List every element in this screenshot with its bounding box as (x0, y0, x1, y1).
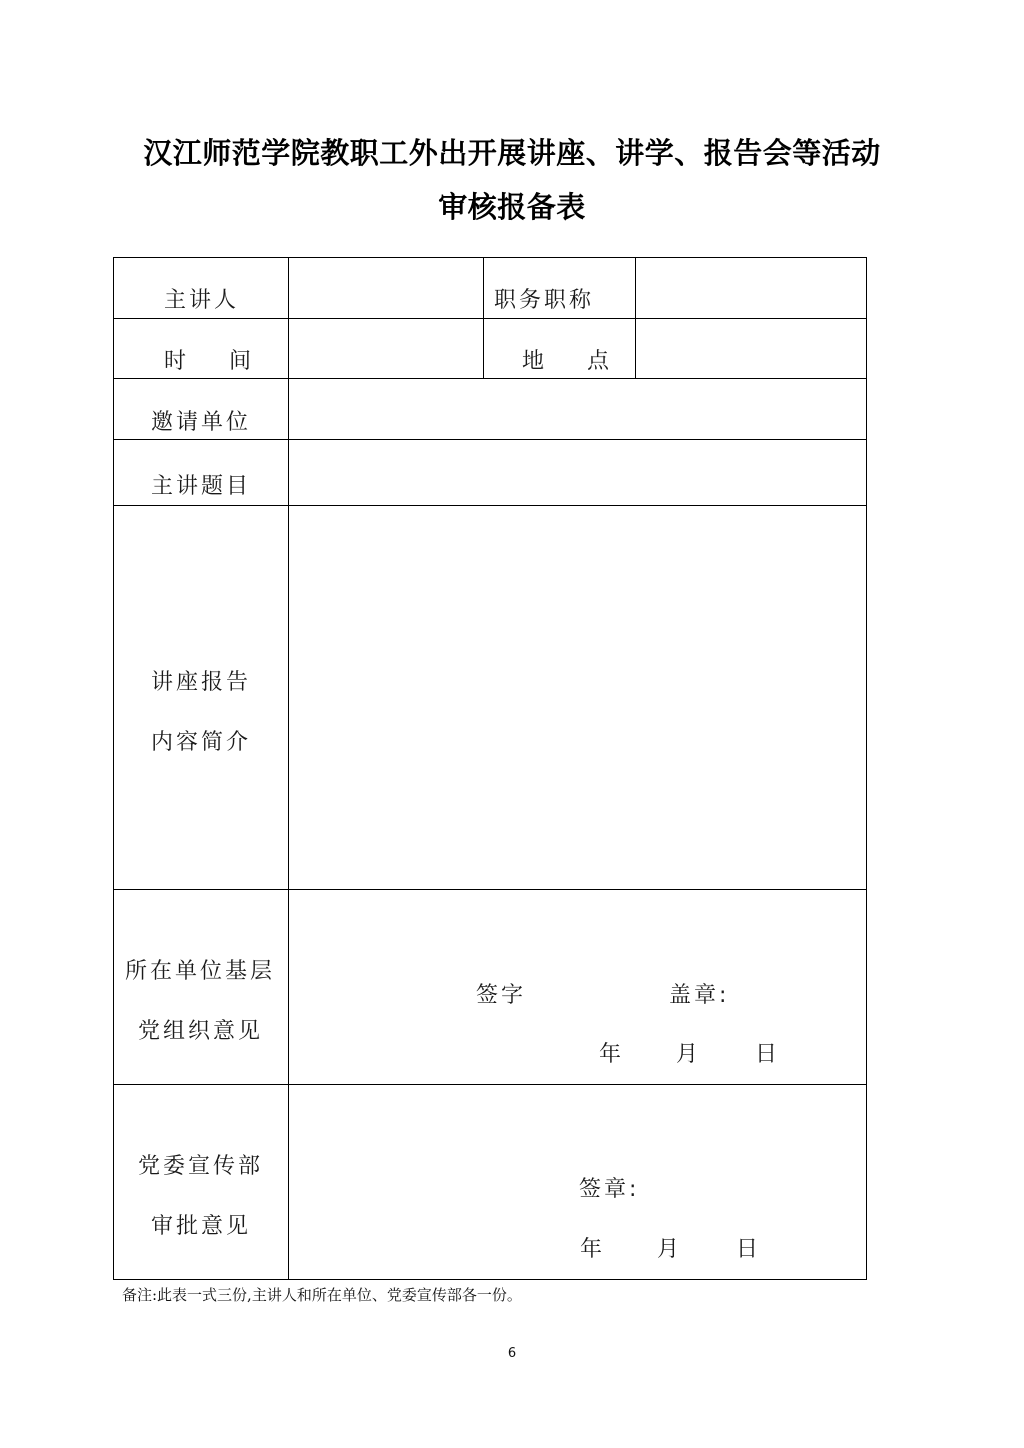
inviter-label: 邀请单位 (151, 410, 252, 435)
table-column-divider (288, 257, 289, 1280)
form-title-line2: 审核报备表 (438, 190, 586, 224)
form-title-line1: 汉江师范学院教职工外出开展讲座、讲学、报告会等活动 (143, 136, 881, 170)
unit-seal-label: 盖章: (669, 983, 730, 1008)
table-border-left (113, 257, 114, 1280)
table-column-divider (635, 257, 636, 379)
table-row-divider (113, 378, 867, 379)
unit-date-month: 月 (676, 1042, 702, 1067)
time-label: 时 间 (164, 349, 254, 374)
form-footnote: 备注:此表一式三份,主讲人和所在单位、党委宣传部各一份。 (122, 1286, 522, 1304)
topic-label: 主讲题目 (151, 474, 252, 499)
content-label-line1: 讲座报告 (151, 670, 252, 695)
unit-signature-label: 签字 (476, 983, 527, 1008)
dept-opinion-label-line1: 党委宣传部 (138, 1154, 264, 1179)
venue-label: 地 点 (522, 349, 612, 374)
table-border-bottom (113, 1279, 867, 1280)
table-row-divider (113, 1084, 867, 1085)
table-row-divider (113, 889, 867, 890)
table-column-divider (483, 257, 484, 379)
dept-date-year: 年 (580, 1237, 606, 1262)
table-row-divider (113, 505, 867, 506)
dept-date-day: 日 (736, 1237, 762, 1262)
unit-date-day: 日 (755, 1042, 781, 1067)
unit-opinion-label-line2: 党组织意见 (138, 1019, 264, 1044)
dept-seal-label: 签章: (579, 1177, 640, 1202)
table-border-top (113, 257, 867, 258)
table-row-divider (113, 439, 867, 440)
dept-date-month: 月 (657, 1237, 683, 1262)
content-label-line2: 内容简介 (151, 730, 252, 755)
table-row-divider (113, 318, 867, 319)
unit-date-year: 年 (599, 1042, 625, 1067)
position-title-label: 职务职称 (494, 288, 595, 313)
table-border-right (866, 257, 867, 1280)
page-number: 6 (507, 1346, 517, 1361)
unit-opinion-label-line1: 所在单位基层 (125, 959, 276, 984)
dept-opinion-label-line2: 审批意见 (151, 1214, 252, 1239)
speaker-label: 主讲人 (164, 288, 240, 313)
